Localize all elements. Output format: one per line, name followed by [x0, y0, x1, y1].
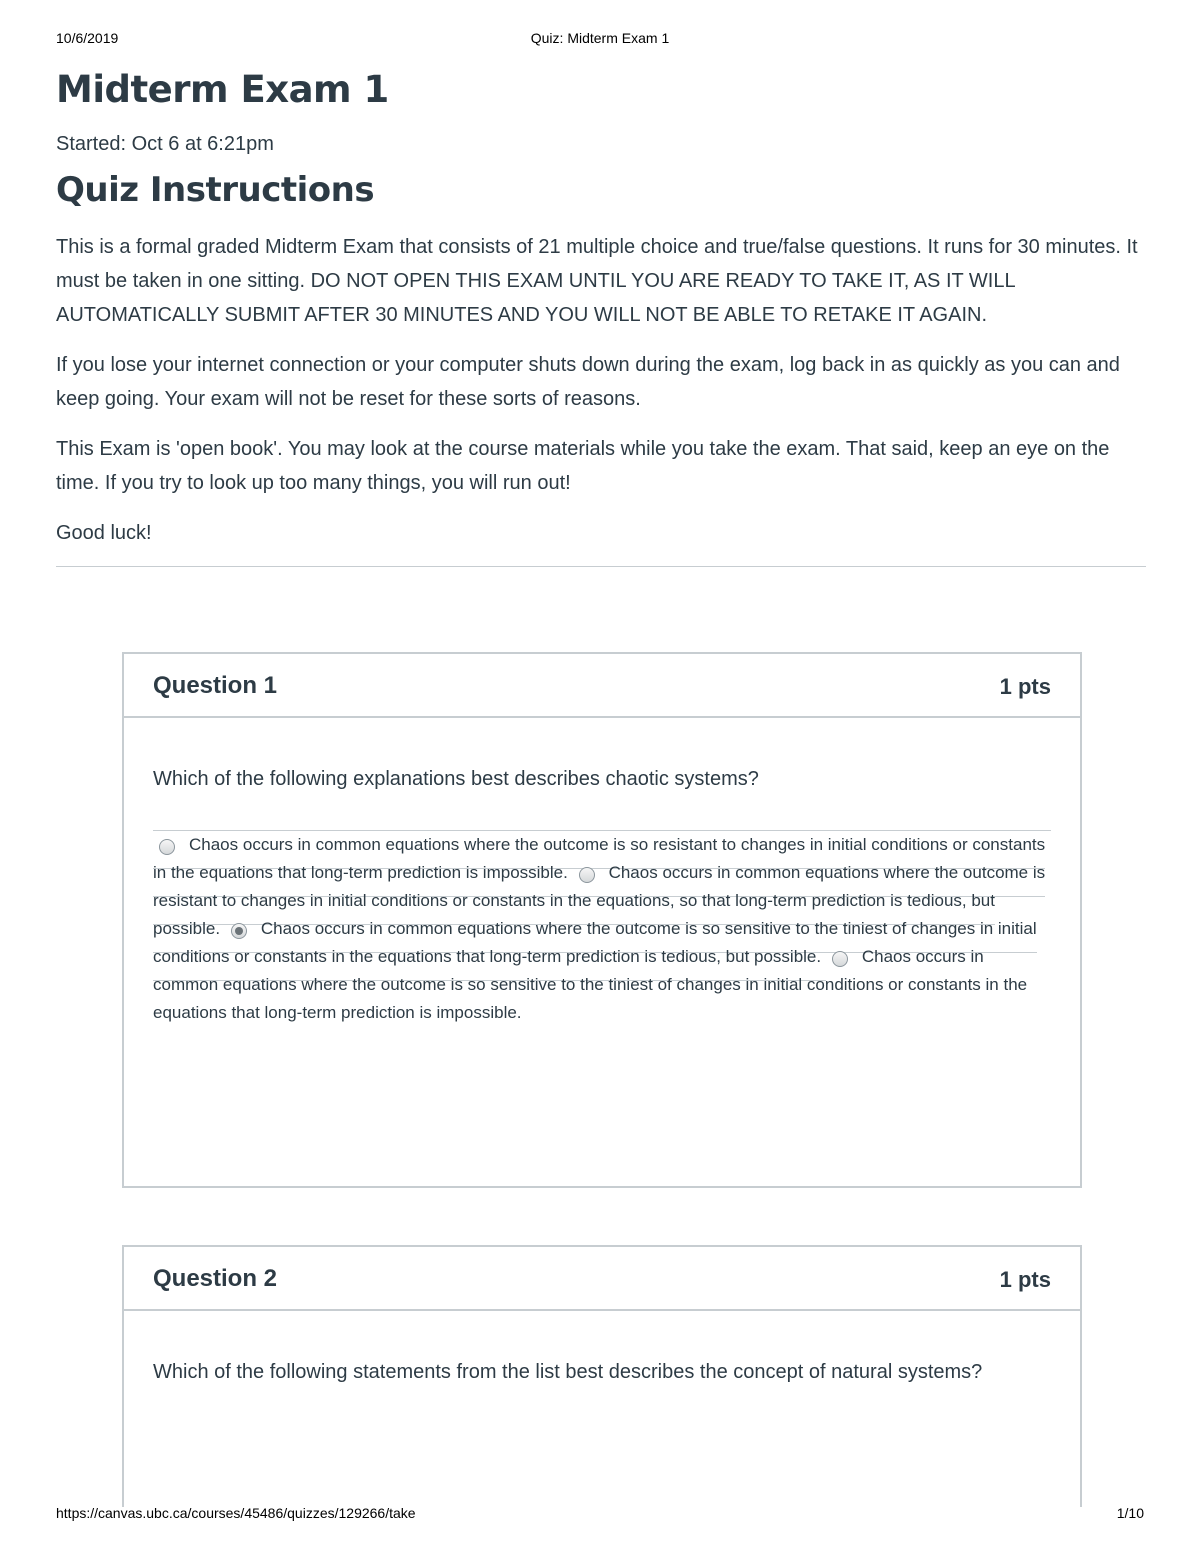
answer-text: Chaos occurs in common equations where the outcome is so resistant to changes in initial conditions or constants in the equations that long-term prediction is impossible.: [153, 835, 1046, 882]
print-footer: [56, 1505, 1144, 1525]
instructions-paragraph: If you lose your internet connection or your computer shuts down during the exam, log back in as quickly as you can and keep going. Your exam will not be reset for these sorts of reasons.: [56, 354, 1120, 410]
question-points: 1 pts: [999, 674, 1051, 699]
page-number: 1/10: [1116, 1505, 1144, 1521]
radio-button[interactable]: [832, 951, 848, 967]
instructions-body: [56, 230, 1146, 550]
page-title: Midterm Exam 1: [56, 68, 389, 111]
question-points: 1 pts: [999, 1267, 1051, 1292]
instructions-paragraph: This is a formal graded Midterm Exam that consists of 21 multiple choice and true/false questions. It runs for 30 minutes. It must be taken in one sitting. DO NOT OPEN THIS EXAM UNTIL YOU ARE READY TO TAKE IT, AS IT WILL AUTOMATICALLY SUBMIT AFTER 30 MINUTES AND YOU WILL NOT BE ABLE TO RETAKE IT AGAIN.: [56, 236, 1138, 326]
instructions-paragraph: Good luck!: [56, 522, 152, 544]
answer-text: Chaos occurs in common equations where the outcome is so sensitive to the tiniest of changes in initial conditions or constants in the equations that long-term prediction is impossible.: [153, 947, 1028, 1022]
print-date: 10/6/2019: [56, 30, 119, 46]
question-text: Which of the following statements from the list best describes the concept of natural systems?: [153, 1361, 983, 1383]
answer-text: Chaos occurs in common equations where the outcome is resistant to changes in initial conditions or constants in the equations, so that long-term prediction is tedious, but possible.: [153, 863, 1046, 938]
question-card-2: [122, 1245, 1082, 1507]
question-header: [124, 1247, 1080, 1311]
page-url: https://canvas.ubc.ca/courses/45486/quizzes/129266/take: [56, 1505, 416, 1521]
quiz-content: [56, 62, 1146, 567]
radio-button[interactable]: [159, 839, 175, 855]
question-header: [124, 654, 1080, 718]
instructions-paragraph: This Exam is 'open book'. You may look at the course materials while you take the exam. That said, keep an eye on the time. If you try to look up too many things, you will run out!: [56, 438, 1110, 494]
question-text: Which of the following explanations best describes chaotic systems?: [153, 768, 759, 790]
section-divider: [56, 566, 1146, 567]
radio-button[interactable]: [579, 867, 595, 883]
print-header: [56, 30, 1144, 50]
question-title: Question 2: [153, 1265, 278, 1292]
instructions-heading: Quiz Instructions: [56, 170, 375, 210]
radio-button[interactable]: [231, 923, 247, 939]
answer-text: Chaos occurs in common equations where the outcome is so sensitive to the tiniest of changes in initial conditions or constants in the equations that long-term prediction is tedious, but possible.: [153, 919, 1037, 966]
answer-list: [153, 830, 1051, 1027]
print-document-title: Quiz: Midterm Exam 1: [530, 30, 670, 46]
question-title: Question 1: [153, 672, 278, 699]
question-card-1: [122, 652, 1082, 1188]
started-timestamp: Started: Oct 6 at 6:21pm: [56, 133, 274, 155]
